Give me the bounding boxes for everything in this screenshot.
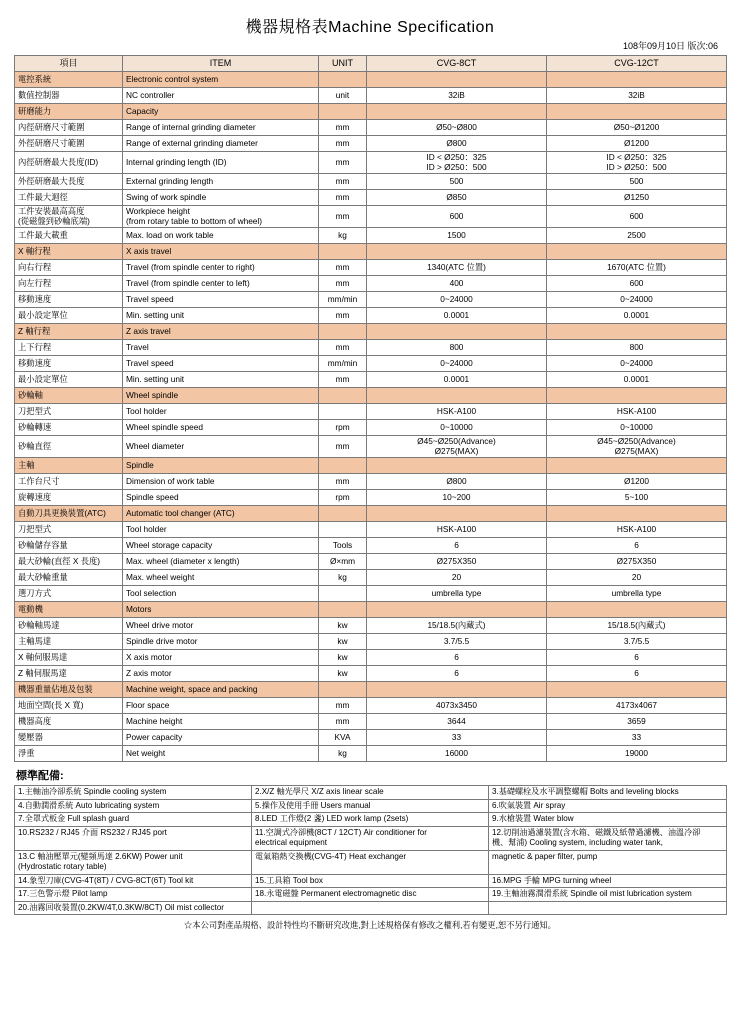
table-row <box>15 356 727 372</box>
row-label-zh: 砂輪轉速 <box>15 420 123 436</box>
row-unit: mm <box>319 436 367 458</box>
row-value: HSK-A100 <box>547 522 727 538</box>
row-value <box>367 324 547 340</box>
table-row <box>15 276 727 292</box>
row-unit <box>319 324 367 340</box>
row-value: 0.0001 <box>547 372 727 388</box>
standard-equipment-body <box>15 786 727 915</box>
row-value <box>547 104 727 120</box>
row-label-zh: 工件安裝最高高度 (從磁盤到砂輪底端) <box>15 206 123 228</box>
row-value: HSK-A100 <box>367 522 547 538</box>
row-label-zh: 主軸馬達 <box>15 634 123 650</box>
row-unit: mm/min <box>319 292 367 308</box>
row-value: 400 <box>367 276 547 292</box>
standard-equipment-item: 2.X/Z 軸光學尺 X/Z axis linear scale <box>252 786 489 800</box>
row-unit: Tools <box>319 538 367 554</box>
row-value <box>547 682 727 698</box>
table-row <box>15 666 727 682</box>
row-label-en: Net weight <box>123 746 319 762</box>
table-row <box>15 206 727 228</box>
row-label-zh: 淨重 <box>15 746 123 762</box>
row-value: 800 <box>547 340 727 356</box>
row-label-zh: 機器重量佔地及包裝 <box>15 682 123 698</box>
table-row <box>15 174 727 190</box>
standard-equipment-item <box>489 901 727 915</box>
row-value: 1670(ATC 位置) <box>547 260 727 276</box>
row-label-en: Z axis motor <box>123 666 319 682</box>
table-row <box>15 538 727 554</box>
row-unit: mm <box>319 340 367 356</box>
table-row <box>15 618 727 634</box>
row-value: Ø275X350 <box>367 554 547 570</box>
row-value: Ø800 <box>367 136 547 152</box>
table-row <box>15 340 727 356</box>
table-row <box>15 650 727 666</box>
row-unit <box>319 586 367 602</box>
table-row <box>15 228 727 244</box>
row-label-zh: 數值控制器 <box>15 88 123 104</box>
row-value: Ø275X350 <box>547 554 727 570</box>
standard-equipment-item: 10.RS232 / RJ45 介面 RS232 / RJ45 port <box>15 826 252 850</box>
table-section-row <box>15 324 727 340</box>
standard-equipment-item: 15.工具箱 Tool box <box>252 874 489 888</box>
row-value: 800 <box>367 340 547 356</box>
row-label-en: NC controller <box>123 88 319 104</box>
row-label-en: Range of external grinding diameter <box>123 136 319 152</box>
row-value: 6 <box>547 666 727 682</box>
row-value: 10~200 <box>367 490 547 506</box>
standard-equipment-item: 16.MPG 手輪 MPG turning wheel <box>489 874 727 888</box>
row-unit <box>319 388 367 404</box>
row-unit: kw <box>319 634 367 650</box>
row-label-zh: 機器高度 <box>15 714 123 730</box>
row-label-zh: 外徑研磨尺寸範圍 <box>15 136 123 152</box>
row-unit: kw <box>319 666 367 682</box>
row-value <box>367 244 547 260</box>
row-unit: mm <box>319 152 367 174</box>
column-header: ITEM <box>123 56 319 72</box>
row-value: Ø850 <box>367 190 547 206</box>
standard-equipment-item: 8.LED 工作燈(2 盞) LED work lamp (2sets) <box>252 813 489 827</box>
row-value <box>367 104 547 120</box>
table-header-row <box>15 56 727 72</box>
document-version: 108年09月10日 版次:06 <box>622 41 718 51</box>
row-label-en: Capacity <box>123 104 319 120</box>
table-section-row <box>15 458 727 474</box>
row-unit: mm <box>319 276 367 292</box>
row-value: 20 <box>367 570 547 586</box>
row-value: 3.7/5.5 <box>547 634 727 650</box>
standard-equipment-heading: 標準配備: <box>16 770 64 783</box>
table-row <box>15 120 727 136</box>
row-label-en: Automatic tool changer (ATC) <box>123 506 319 522</box>
row-value: 1340(ATC 位置) <box>367 260 547 276</box>
row-value <box>367 458 547 474</box>
row-label-zh: 研磨能力 <box>15 104 123 120</box>
row-value: 15/18.5(內藏式) <box>547 618 727 634</box>
row-value: Ø45~Ø250(Advance) Ø275(MAX) <box>367 436 547 458</box>
row-label-en: X axis travel <box>123 244 319 260</box>
row-value <box>367 506 547 522</box>
row-label-en: Machine weight, space and packing <box>123 682 319 698</box>
standard-equipment-row <box>15 799 727 813</box>
row-label-en: Floor space <box>123 698 319 714</box>
row-value <box>547 458 727 474</box>
row-value: 19000 <box>547 746 727 762</box>
row-value: 0~10000 <box>547 420 727 436</box>
specification-table <box>14 55 727 762</box>
row-value: 6 <box>367 666 547 682</box>
row-label-en: Z axis travel <box>123 324 319 340</box>
standard-equipment-item: 5.操作及使用手冊 Users manual <box>252 799 489 813</box>
row-unit: kw <box>319 618 367 634</box>
table-row <box>15 88 727 104</box>
row-value: HSK-A100 <box>547 404 727 420</box>
row-value: 32iB <box>547 88 727 104</box>
table-row <box>15 698 727 714</box>
row-label-en: Wheel diameter <box>123 436 319 458</box>
table-row <box>15 474 727 490</box>
standard-equipment-item: 3.基礎螺栓及水平調整螺帽 Bolts and leveling blocks <box>489 786 727 800</box>
row-label-zh: Z 軸伺服馬達 <box>15 666 123 682</box>
row-label-en: Tool holder <box>123 522 319 538</box>
row-unit <box>319 244 367 260</box>
row-value <box>367 388 547 404</box>
row-label-zh: 最大砂輪(直徑 X 長度) <box>15 554 123 570</box>
row-label-en: Dimension of work table <box>123 474 319 490</box>
row-label-zh: 刀把型式 <box>15 404 123 420</box>
table-section-row <box>15 244 727 260</box>
standard-equipment-item: 6.吹氣裝置 Air spray <box>489 799 727 813</box>
row-label-en: Spindle speed <box>123 490 319 506</box>
standard-equipment-row <box>15 850 727 874</box>
footnote: ☆本公司對產品規格、設計特性均不斷研究改進,對上述規格保有修改之權利,若有變更,恕不另行通知。 <box>184 920 556 931</box>
row-label-zh: 選刀方式 <box>15 586 123 602</box>
row-label-zh: 自動刀具更換裝置(ATC) <box>15 506 123 522</box>
table-section-row <box>15 104 727 120</box>
page-title: 機器規格表Machine Specification <box>245 19 495 36</box>
row-label-zh: 主軸 <box>15 458 123 474</box>
row-value: Ø1200 <box>547 136 727 152</box>
table-section-row <box>15 602 727 618</box>
row-label-en: Spindle <box>123 458 319 474</box>
standard-equipment-row <box>15 813 727 827</box>
row-label-en: Max. wheel (diameter x length) <box>123 554 319 570</box>
table-row <box>15 308 727 324</box>
table-row <box>15 554 727 570</box>
row-label-en: Travel <box>123 340 319 356</box>
row-value: Ø50~Ø1200 <box>547 120 727 136</box>
row-unit: mm <box>319 260 367 276</box>
standard-equipment-item: 9.水槍裝置 Water blow <box>489 813 727 827</box>
row-value <box>547 244 727 260</box>
row-value <box>547 506 727 522</box>
row-label-zh: 最大砂輪重量 <box>15 570 123 586</box>
row-label-en: External grinding length <box>123 174 319 190</box>
row-value: 33 <box>547 730 727 746</box>
table-section-row <box>15 682 727 698</box>
column-header: 項目 <box>15 56 123 72</box>
row-value: 6 <box>547 538 727 554</box>
row-label-zh: 內徑研磨最大長度(ID) <box>15 152 123 174</box>
table-row <box>15 730 727 746</box>
standard-equipment-item: 18.永電磁盤 Permanent electromagnetic disc <box>252 888 489 902</box>
row-label-en: Wheel spindle <box>123 388 319 404</box>
row-value: Ø1250 <box>547 190 727 206</box>
row-unit: mm <box>319 714 367 730</box>
row-label-zh: 向右行程 <box>15 260 123 276</box>
row-label-en: Machine height <box>123 714 319 730</box>
row-value: umbrella type <box>547 586 727 602</box>
row-unit: mm <box>319 372 367 388</box>
row-value: 3.7/5.5 <box>367 634 547 650</box>
row-label-zh: 刀把型式 <box>15 522 123 538</box>
table-section-row <box>15 388 727 404</box>
row-label-zh: 上下行程 <box>15 340 123 356</box>
table-row <box>15 372 727 388</box>
standard-equipment-item: 1.主軸油冷卻系統 Spindle cooling system <box>15 786 252 800</box>
table-row <box>15 404 727 420</box>
row-unit: mm <box>319 174 367 190</box>
row-label-en: Min. setting unit <box>123 308 319 324</box>
row-label-zh: 最小設定單位 <box>15 308 123 324</box>
row-unit: mm <box>319 120 367 136</box>
row-unit: kw <box>319 650 367 666</box>
row-label-zh: 向左行程 <box>15 276 123 292</box>
row-value: 3644 <box>367 714 547 730</box>
table-row <box>15 190 727 206</box>
table-row <box>15 746 727 762</box>
row-value: 2500 <box>547 228 727 244</box>
row-label-zh: 內徑研磨尺寸範圍 <box>15 120 123 136</box>
row-value <box>547 388 727 404</box>
table-section-row <box>15 72 727 88</box>
row-label-zh: Z 軸行程 <box>15 324 123 340</box>
row-unit <box>319 506 367 522</box>
row-label-en: Electronic control system <box>123 72 319 88</box>
table-row <box>15 260 727 276</box>
row-value: HSK-A100 <box>367 404 547 420</box>
row-value: 500 <box>547 174 727 190</box>
standard-equipment-item: 12.切削油過濾裝置(含水箱、磁鐵及紙帶過濾機、油溫冷卻 機、幫浦) Cooling system, including water tank, <box>489 826 727 850</box>
row-value: 4073x3450 <box>367 698 547 714</box>
row-label-zh: 砂輪直徑 <box>15 436 123 458</box>
row-label-en: Min. setting unit <box>123 372 319 388</box>
row-label-en: X axis motor <box>123 650 319 666</box>
row-label-zh: 最小設定單位 <box>15 372 123 388</box>
row-label-en: Power capacity <box>123 730 319 746</box>
row-label-zh: 地面空間(長 X 寬) <box>15 698 123 714</box>
row-unit <box>319 72 367 88</box>
table-row <box>15 490 727 506</box>
row-value: 0~24000 <box>367 356 547 372</box>
standard-equipment-item: 14.象型刀庫(CVG-4T(8T) / CVG-8CT(6T) Tool kit <box>15 874 252 888</box>
table-row <box>15 292 727 308</box>
row-value: 0~24000 <box>547 292 727 308</box>
row-value <box>367 602 547 618</box>
row-label-zh: 外徑研磨最大長度 <box>15 174 123 190</box>
row-label-zh: 電動機 <box>15 602 123 618</box>
standard-equipment-item: 4.自動潤滑系統 Auto lubricating system <box>15 799 252 813</box>
row-value: 3659 <box>547 714 727 730</box>
row-value: 5~100 <box>547 490 727 506</box>
standard-equipment-item <box>252 901 489 915</box>
row-label-en: Travel speed <box>123 292 319 308</box>
row-unit <box>319 458 367 474</box>
row-value: 0.0001 <box>547 308 727 324</box>
row-unit: mm <box>319 474 367 490</box>
standard-equipment-item: 20.油霧回收裝置(0.2KW/4T,0.3KW/8CT) Oil mist collector <box>15 901 252 915</box>
row-label-zh: 工作台尺寸 <box>15 474 123 490</box>
row-unit <box>319 404 367 420</box>
table-row <box>15 436 727 458</box>
row-label-en: Spindle drive motor <box>123 634 319 650</box>
row-unit: mm <box>319 308 367 324</box>
row-label-en: Tool selection <box>123 586 319 602</box>
row-unit <box>319 522 367 538</box>
row-unit: Ø×mm <box>319 554 367 570</box>
table-row <box>15 586 727 602</box>
row-value: 1500 <box>367 228 547 244</box>
row-value: 32iB <box>367 88 547 104</box>
row-label-en: Internal grinding length (ID) <box>123 152 319 174</box>
standard-equipment-row <box>15 786 727 800</box>
row-value <box>547 72 727 88</box>
row-label-zh: X 軸行程 <box>15 244 123 260</box>
table-section-row <box>15 506 727 522</box>
row-value <box>367 682 547 698</box>
row-value: 500 <box>367 174 547 190</box>
row-value <box>547 602 727 618</box>
row-value: 0~24000 <box>547 356 727 372</box>
row-label-zh: 砂輪儲存容量 <box>15 538 123 554</box>
row-label-zh: X 軸伺服馬達 <box>15 650 123 666</box>
standard-equipment-item: 7.全罩式板金 Full splash guard <box>15 813 252 827</box>
row-label-zh: 移動速度 <box>15 292 123 308</box>
row-value: umbrella type <box>367 586 547 602</box>
row-label-en: Travel (from spindle center to left) <box>123 276 319 292</box>
row-label-zh: 工件最大載重 <box>15 228 123 244</box>
row-label-en: Tool holder <box>123 404 319 420</box>
table-row <box>15 152 727 174</box>
table-row <box>15 420 727 436</box>
row-unit: mm/min <box>319 356 367 372</box>
row-label-zh: 砂輪軸 <box>15 388 123 404</box>
row-label-zh: 工件最大迴徑 <box>15 190 123 206</box>
row-value: 600 <box>547 206 727 228</box>
row-unit <box>319 104 367 120</box>
row-value: 20 <box>547 570 727 586</box>
row-unit: mm <box>319 190 367 206</box>
row-label-zh: 變壓器 <box>15 730 123 746</box>
row-value: 15/18.5(內藏式) <box>367 618 547 634</box>
row-label-en: Wheel drive motor <box>123 618 319 634</box>
column-header: UNIT <box>319 56 367 72</box>
row-label-zh: 砂輪軸馬達 <box>15 618 123 634</box>
standard-equipment-row <box>15 874 727 888</box>
row-value: ID < Ø250：325 ID > Ø250：500 <box>367 152 547 174</box>
column-header: CVG-8CT <box>367 56 547 72</box>
standard-equipment-item: 13.C 軸油壓單元(變頻馬達 2.6KW) Power unit (Hydrostatic rotary table) <box>15 850 252 874</box>
row-value: 0~10000 <box>367 420 547 436</box>
specification-table-body <box>15 56 727 762</box>
row-label-en: Travel (from spindle center to right) <box>123 260 319 276</box>
standard-equipment-item: 11.空調式冷卻機(8CT / 12CT) Air conditioner for electrical equipment <box>252 826 489 850</box>
row-label-en: Wheel spindle speed <box>123 420 319 436</box>
row-value: ID < Ø250：325 ID > Ø250：500 <box>547 152 727 174</box>
row-label-en: Wheel storage capacity <box>123 538 319 554</box>
row-label-en: Motors <box>123 602 319 618</box>
table-row <box>15 714 727 730</box>
table-row <box>15 570 727 586</box>
row-unit: kg <box>319 570 367 586</box>
row-value <box>547 324 727 340</box>
standard-equipment-item: magnetic & paper filter, pump <box>489 850 727 874</box>
row-value: Ø50~Ø800 <box>367 120 547 136</box>
row-value: 16000 <box>367 746 547 762</box>
row-value: Ø45~Ø250(Advance) Ø275(MAX) <box>547 436 727 458</box>
table-row <box>15 634 727 650</box>
row-value: Ø1200 <box>547 474 727 490</box>
standard-equipment-row <box>15 826 727 850</box>
column-header: CVG-12CT <box>547 56 727 72</box>
row-value: 6 <box>547 650 727 666</box>
row-unit: mm <box>319 136 367 152</box>
row-label-zh: 移動速度 <box>15 356 123 372</box>
row-value: Ø800 <box>367 474 547 490</box>
row-label-en: Max. load on work table <box>123 228 319 244</box>
row-label-en: Range of internal grinding diameter <box>123 120 319 136</box>
row-unit: unit <box>319 88 367 104</box>
table-row <box>15 136 727 152</box>
row-unit: mm <box>319 698 367 714</box>
table-row <box>15 522 727 538</box>
row-label-zh: 電控系統 <box>15 72 123 88</box>
row-value: 0~24000 <box>367 292 547 308</box>
row-unit: rpm <box>319 420 367 436</box>
row-value: 6 <box>367 650 547 666</box>
standard-equipment-item: 19.主軸油霧潤滑系統 Spindle oil mist lubrication system <box>489 888 727 902</box>
row-value: 33 <box>367 730 547 746</box>
row-value: 6 <box>367 538 547 554</box>
row-label-en: Max. wheel weight <box>123 570 319 586</box>
row-unit: kg <box>319 228 367 244</box>
row-unit: mm <box>319 206 367 228</box>
standard-equipment-item: 電氣箱熱交換機(CVG-4T) Heat exchanger <box>252 850 489 874</box>
standard-equipment-row <box>15 888 727 902</box>
row-label-en: Travel speed <box>123 356 319 372</box>
row-unit: KVA <box>319 730 367 746</box>
row-label-en: Swing of work spindle <box>123 190 319 206</box>
row-value <box>367 72 547 88</box>
row-unit: kg <box>319 746 367 762</box>
standard-equipment-row <box>15 901 727 915</box>
row-unit: rpm <box>319 490 367 506</box>
row-unit <box>319 682 367 698</box>
row-unit <box>319 602 367 618</box>
standard-equipment-item: 17.三色警示燈 Pilot lamp <box>15 888 252 902</box>
row-value: 600 <box>547 276 727 292</box>
standard-equipment-table <box>14 785 727 915</box>
row-value: 0.0001 <box>367 308 547 324</box>
row-label-zh: 旋轉速度 <box>15 490 123 506</box>
row-value: 4173x4067 <box>547 698 727 714</box>
row-value: 600 <box>367 206 547 228</box>
row-label-en: Workpiece height (from rotary table to bottom of wheel) <box>123 206 319 228</box>
row-value: 0.0001 <box>367 372 547 388</box>
